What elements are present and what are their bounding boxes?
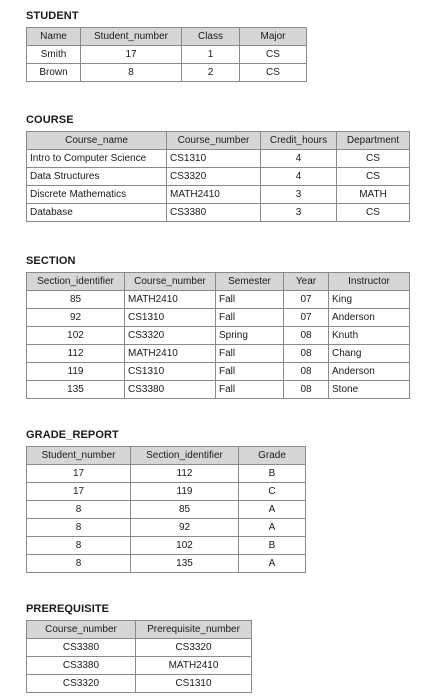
- table-cell: CS3320: [167, 168, 261, 186]
- table-cell: Knuth: [329, 327, 410, 345]
- table-cell: 135: [27, 381, 125, 399]
- table-row: [27, 537, 306, 555]
- table-cell: King: [329, 291, 410, 309]
- prerequisite-table: [26, 620, 252, 693]
- table-cell: 85: [131, 501, 239, 519]
- table-cell: CS3380: [167, 204, 261, 222]
- grade-report-table: [26, 446, 306, 573]
- table-cell: 8: [81, 64, 182, 82]
- table-cell: CS: [337, 150, 410, 168]
- student-table-title: STUDENT: [26, 10, 79, 22]
- table-cell: Fall: [216, 363, 284, 381]
- table-row: [27, 150, 410, 168]
- table-row: [27, 345, 410, 363]
- section-table-title: SECTION: [26, 255, 76, 267]
- table-cell: 102: [131, 537, 239, 555]
- table-cell: MATH: [337, 186, 410, 204]
- table-row: [27, 555, 306, 573]
- header-row: [27, 28, 307, 46]
- column-header-section-identifier: Section_identifier: [131, 447, 239, 465]
- section-table: [26, 272, 410, 399]
- column-header-course-number: Course_number: [125, 273, 216, 291]
- column-header-student-number: Student_number: [27, 447, 131, 465]
- table-row: [27, 519, 306, 537]
- table-cell: Smith: [27, 46, 81, 64]
- table-cell: MATH2410: [125, 291, 216, 309]
- table-cell: 119: [131, 483, 239, 501]
- table-cell: Fall: [216, 291, 284, 309]
- table-cell: A: [239, 501, 306, 519]
- table-row: [27, 327, 410, 345]
- table-row: [27, 64, 307, 82]
- table-cell: CS3320: [27, 675, 136, 693]
- table-cell: 17: [27, 465, 131, 483]
- header-row: [27, 132, 410, 150]
- header-row: [27, 447, 306, 465]
- table-row: [27, 309, 410, 327]
- table-row: [27, 204, 410, 222]
- table-row: [27, 639, 252, 657]
- header-row: [27, 621, 252, 639]
- course-table: [26, 131, 410, 222]
- table-cell: Brown: [27, 64, 81, 82]
- table-cell: Discrete Mathematics: [27, 186, 167, 204]
- table-cell: CS3380: [27, 639, 136, 657]
- table-cell: 4: [261, 168, 337, 186]
- table-cell: 17: [81, 46, 182, 64]
- table-cell: 3: [261, 186, 337, 204]
- table-cell: 119: [27, 363, 125, 381]
- column-header-course-name: Course_name: [27, 132, 167, 150]
- column-header-grade: Grade: [239, 447, 306, 465]
- column-header-class: Class: [182, 28, 240, 46]
- table-cell: Fall: [216, 381, 284, 399]
- table-cell: CS3320: [125, 327, 216, 345]
- table-cell: 4: [261, 150, 337, 168]
- table-row: [27, 363, 410, 381]
- table-cell: CS3320: [136, 639, 252, 657]
- column-header-major: Major: [240, 28, 307, 46]
- table-cell: Data Structures: [27, 168, 167, 186]
- column-header-instructor: Instructor: [329, 273, 410, 291]
- table-cell: 92: [27, 309, 125, 327]
- column-header-semester: Semester: [216, 273, 284, 291]
- column-header-student-number: Student_number: [81, 28, 182, 46]
- table-cell: 112: [131, 465, 239, 483]
- table-row: [27, 465, 306, 483]
- grade-report-table-title: GRADE_REPORT: [26, 429, 119, 441]
- table-cell: B: [239, 465, 306, 483]
- table-row: [27, 186, 410, 204]
- table-cell: CS: [240, 64, 307, 82]
- column-header-name: Name: [27, 28, 81, 46]
- table-cell: CS1310: [125, 363, 216, 381]
- table-cell: Anderson: [329, 363, 410, 381]
- column-header-department: Department: [337, 132, 410, 150]
- table-cell: 1: [182, 46, 240, 64]
- table-cell: MATH2410: [136, 657, 252, 675]
- table-cell: 85: [27, 291, 125, 309]
- table-row: [27, 501, 306, 519]
- table-cell: Intro to Computer Science: [27, 150, 167, 168]
- table-row: [27, 291, 410, 309]
- column-header-course-number: Course_number: [27, 621, 136, 639]
- table-cell: 135: [131, 555, 239, 573]
- table-cell: 08: [284, 381, 329, 399]
- table-cell: 08: [284, 327, 329, 345]
- table-cell: C: [239, 483, 306, 501]
- table-cell: 8: [27, 555, 131, 573]
- table-row: [27, 46, 307, 64]
- table-cell: 08: [284, 363, 329, 381]
- table-cell: Fall: [216, 345, 284, 363]
- table-cell: CS: [337, 204, 410, 222]
- course-table-title: COURSE: [26, 114, 74, 126]
- table-cell: 07: [284, 309, 329, 327]
- table-cell: 112: [27, 345, 125, 363]
- table-cell: B: [239, 537, 306, 555]
- table-cell: Anderson: [329, 309, 410, 327]
- table-cell: Spring: [216, 327, 284, 345]
- table-cell: 08: [284, 345, 329, 363]
- table-cell: 102: [27, 327, 125, 345]
- table-row: [27, 381, 410, 399]
- header-row: [27, 273, 410, 291]
- prerequisite-table-title: PREREQUISITE: [26, 603, 110, 615]
- table-row: [27, 168, 410, 186]
- table-cell: Chang: [329, 345, 410, 363]
- column-header-section-identifier: Section_identifier: [27, 273, 125, 291]
- table-cell: CS: [240, 46, 307, 64]
- table-cell: 3: [261, 204, 337, 222]
- table-cell: A: [239, 555, 306, 573]
- column-header-credit-hours: Credit_hours: [261, 132, 337, 150]
- table-cell: 92: [131, 519, 239, 537]
- table-cell: CS1310: [136, 675, 252, 693]
- table-row: [27, 657, 252, 675]
- table-cell: CS1310: [125, 309, 216, 327]
- table-cell: CS1310: [167, 150, 261, 168]
- table-cell: A: [239, 519, 306, 537]
- table-cell: CS3380: [125, 381, 216, 399]
- table-cell: 07: [284, 291, 329, 309]
- column-header-course-number: Course_number: [167, 132, 261, 150]
- table-row: [27, 675, 252, 693]
- table-cell: Fall: [216, 309, 284, 327]
- column-header-prerequisite-number: Prerequisite_number: [136, 621, 252, 639]
- table-cell: 17: [27, 483, 131, 501]
- table-cell: CS: [337, 168, 410, 186]
- student-table: [26, 27, 307, 82]
- table-cell: MATH2410: [125, 345, 216, 363]
- table-cell: 8: [27, 501, 131, 519]
- table-cell: 2: [182, 64, 240, 82]
- table-row: [27, 483, 306, 501]
- table-cell: 8: [27, 537, 131, 555]
- table-cell: CS3380: [27, 657, 136, 675]
- table-cell: 8: [27, 519, 131, 537]
- column-header-year: Year: [284, 273, 329, 291]
- table-cell: Stone: [329, 381, 410, 399]
- table-cell: MATH2410: [167, 186, 261, 204]
- table-cell: Database: [27, 204, 167, 222]
